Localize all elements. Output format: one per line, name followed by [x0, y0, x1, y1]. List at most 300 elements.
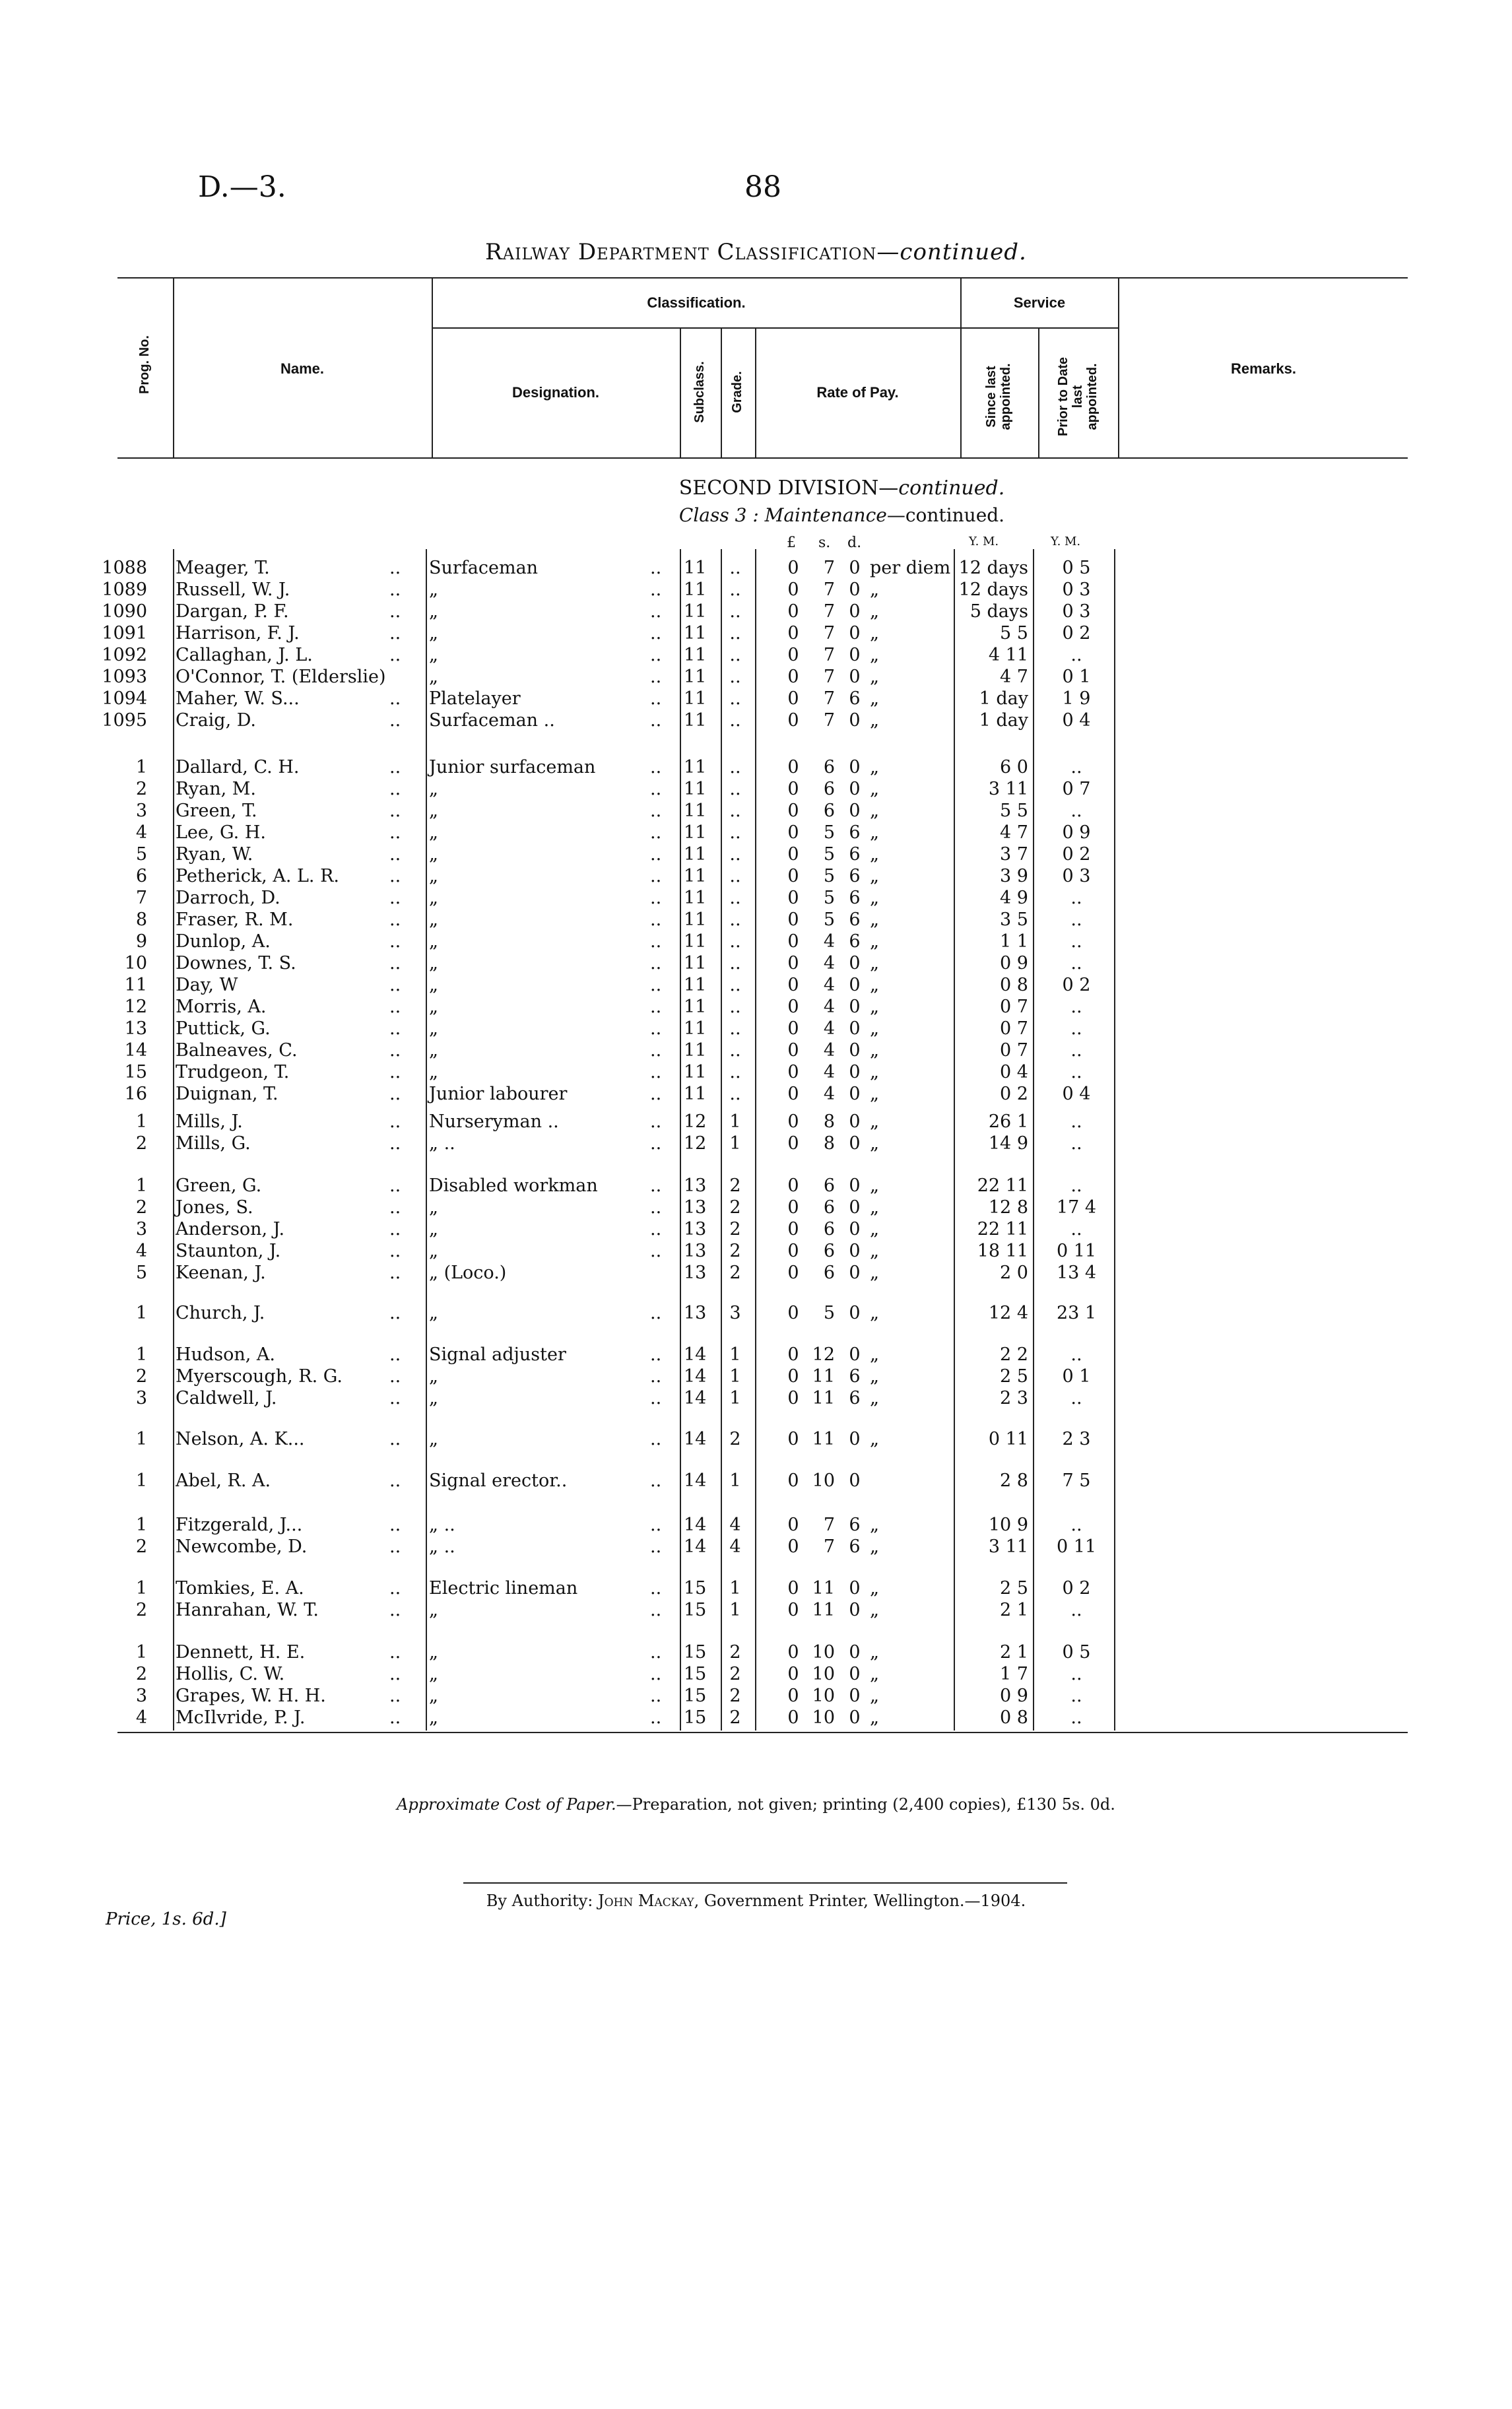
pay-period: „ [870, 888, 879, 908]
designation: „ [429, 931, 438, 952]
pay-pence: 6 [849, 1366, 861, 1387]
leader-dots: .. [389, 1642, 401, 1663]
service-since-appointed: 0 4 [1000, 1062, 1028, 1082]
pay-period: „ [870, 1536, 879, 1557]
prog-no: 1093 [102, 667, 147, 687]
pay-period: „ [870, 667, 879, 687]
leader-dots: .. [650, 1642, 662, 1663]
employee-name: Green, G. [176, 1175, 262, 1196]
pay-pounds: 0 [787, 931, 799, 952]
leader-dots: .. [389, 1303, 401, 1323]
leader-dots: .. [650, 822, 662, 843]
table-row [0, 1040, 1512, 1061]
leader-dots: .. [650, 844, 662, 865]
employee-name: Maher, W. S... [176, 688, 300, 709]
pay-shillings: 7 [823, 558, 835, 578]
pay-period: „ [870, 1600, 879, 1620]
col-rule-designation [680, 327, 681, 459]
prog-no: 9 [135, 931, 147, 952]
pay-pounds: 0 [787, 1707, 799, 1728]
pay-shillings: 10 [812, 1470, 835, 1491]
service-prior: .. [1070, 953, 1082, 974]
service-prior: .. [1070, 1018, 1082, 1039]
employee-name: Downes, T. S. [176, 953, 296, 974]
leader-dots: .. [389, 645, 401, 665]
class-name: Maintenance [764, 504, 887, 526]
header-grade: Grade. [730, 371, 744, 413]
authority-line [0, 1892, 1512, 1910]
pay-shillings: 5 [823, 844, 835, 865]
prog-no: 3 [135, 1388, 147, 1408]
service-since-appointed: 4 7 [1000, 822, 1028, 843]
grade: 2 [729, 1175, 741, 1196]
subclass: 11 [684, 822, 707, 843]
grade: 2 [729, 1219, 741, 1239]
employee-name: Dennett, H. E. [176, 1642, 306, 1663]
pay-pence: 0 [849, 1686, 861, 1706]
pay-pence: 0 [849, 1062, 861, 1082]
leader-dots: .. [389, 1344, 401, 1365]
service-prior: 0 1 [1062, 1366, 1091, 1387]
designation: „ [429, 1388, 438, 1408]
prog-no: 1 [135, 1578, 147, 1599]
pay-pence: 0 [849, 997, 861, 1017]
subclass: 11 [684, 866, 707, 886]
pay-period: „ [870, 844, 879, 865]
table-row [0, 1175, 1512, 1197]
grade: .. [729, 822, 741, 843]
table-row [0, 1387, 1512, 1409]
page-title [0, 239, 1512, 265]
pay-pounds: 0 [787, 1263, 799, 1283]
prog-no: 4 [135, 822, 147, 843]
service-prior: 0 11 [1056, 1536, 1097, 1557]
grade: 2 [729, 1197, 741, 1218]
pay-pounds: 0 [787, 1686, 799, 1706]
table-row [0, 800, 1512, 822]
document-reference: D.—3. [198, 170, 286, 204]
leader-dots: .. [650, 1536, 662, 1557]
pay-period: „ [870, 710, 879, 731]
prog-no: 1 [135, 1344, 147, 1365]
service-since-appointed: 0 7 [1000, 997, 1028, 1017]
service-prior: 0 9 [1062, 822, 1091, 843]
subclass: 13 [684, 1219, 707, 1239]
service-since-appointed: 3 9 [1000, 866, 1028, 886]
service-prior: 2 3 [1062, 1429, 1091, 1449]
pay-pence: 0 [849, 1600, 861, 1620]
pay-pounds: 0 [787, 1642, 799, 1663]
leader-dots: .. [389, 801, 401, 821]
leader-dots: .. [650, 975, 662, 995]
pay-shillings: 4 [823, 1040, 835, 1061]
pay-pence: 0 [849, 1175, 861, 1196]
leader-dots: .. [650, 1303, 662, 1323]
pay-pence: 0 [849, 645, 861, 665]
pay-pence: 6 [849, 866, 861, 886]
table-row [0, 1344, 1512, 1366]
prog-no: 5 [135, 1263, 147, 1283]
subclass: 11 [684, 645, 707, 665]
prog-no: 1089 [102, 579, 147, 600]
pay-pounds: 0 [787, 1197, 799, 1218]
employee-name: Puttick, G. [176, 1018, 271, 1039]
leader-dots: .. [389, 1707, 401, 1728]
pay-pence: 0 [849, 1664, 861, 1684]
subclass: 15 [684, 1686, 707, 1706]
grade: 2 [729, 1263, 741, 1283]
prog-no: 2 [135, 1366, 147, 1387]
grade: .. [729, 844, 741, 865]
designation: Nurseryman .. [429, 1111, 559, 1132]
designation: „ [429, 623, 438, 644]
leader-dots: .. [650, 645, 662, 665]
leader-dots: .. [650, 888, 662, 908]
leader-dots: .. [389, 688, 401, 709]
service-prior: .. [1070, 1707, 1082, 1728]
leader-dots: .. [650, 1664, 662, 1684]
designation: „ [429, 645, 438, 665]
pay-shillings: 7 [823, 645, 835, 665]
pay-period: „ [870, 1707, 879, 1728]
leader-dots: .. [389, 1536, 401, 1557]
header-remarks: Remarks. [1230, 360, 1297, 377]
pay-pounds: 0 [787, 1600, 799, 1620]
grade: .. [729, 601, 741, 622]
service-since-appointed: 0 9 [1000, 1686, 1028, 1706]
leader-dots: .. [389, 1040, 401, 1061]
pay-pence: 0 [849, 801, 861, 821]
pay-pence: 6 [849, 909, 861, 930]
service-prior: 0 4 [1062, 710, 1091, 731]
grade: 4 [729, 1515, 741, 1535]
leader-dots: .. [389, 997, 401, 1017]
grade: 2 [729, 1664, 741, 1684]
authority-rule [463, 1882, 1067, 1884]
pay-shillings: 11 [812, 1578, 835, 1599]
grade: .. [729, 779, 741, 799]
employee-name: Day, W [176, 975, 238, 995]
pay-pence: 6 [849, 1515, 861, 1535]
table-row [0, 1663, 1512, 1685]
pay-pence: 0 [849, 1018, 861, 1039]
employee-name: Nelson, A. K... [176, 1429, 305, 1449]
pay-shillings: 5 [823, 909, 835, 930]
employee-name: Callaghan, J. L. [176, 645, 313, 665]
pay-shillings: 10 [812, 1707, 835, 1728]
pay-pounds: 0 [787, 667, 799, 687]
employee-name: Newcombe, D. [176, 1536, 308, 1557]
subclass: 12 [684, 1133, 707, 1154]
pay-pounds: 0 [787, 1175, 799, 1196]
pay-shillings: 12 [812, 1344, 835, 1365]
grade: 3 [729, 1303, 741, 1323]
subclass: 11 [684, 1018, 707, 1039]
authority-suffix: Government Printer, Wellington.—1904. [699, 1892, 1026, 1910]
class-continued: —continued. [886, 504, 1005, 526]
leader-dots: .. [389, 623, 401, 644]
pay-pounds: 0 [787, 997, 799, 1017]
pay-period: „ [870, 579, 879, 600]
prog-no: 14 [124, 1040, 147, 1061]
prog-no: 8 [135, 909, 147, 930]
pay-shillings: 10 [812, 1642, 835, 1663]
unit-shillings: s. [818, 535, 831, 551]
header-service: Service [1013, 294, 1066, 311]
subclass: 15 [684, 1707, 707, 1728]
table-row [0, 1514, 1512, 1536]
subclass: 11 [684, 975, 707, 995]
pay-pence: 6 [849, 1388, 861, 1408]
designation: „ [429, 667, 438, 687]
service-since-appointed: 2 8 [1000, 1470, 1028, 1491]
service-prior: .. [1070, 801, 1082, 821]
header-name: Name. [280, 360, 325, 377]
pay-pounds: 0 [787, 1133, 799, 1154]
table-bottom-rule [117, 1732, 1408, 1733]
leader-dots: .. [389, 1219, 401, 1239]
pay-pence: 0 [849, 1578, 861, 1599]
designation: „ (Loco.) [429, 1263, 507, 1283]
grade: .. [729, 710, 741, 731]
service-prior: .. [1070, 1175, 1082, 1196]
leader-dots: .. [389, 953, 401, 974]
table-row [0, 952, 1512, 974]
subclass: 13 [684, 1303, 707, 1323]
designation: „ [429, 1429, 438, 1449]
employee-name: Petherick, A. L. R. [176, 866, 340, 886]
grade: .. [729, 975, 741, 995]
pay-pounds: 0 [787, 975, 799, 995]
leader-dots: .. [650, 1470, 662, 1491]
employee-name: Abel, R. A. [176, 1470, 271, 1491]
grade: 1 [729, 1578, 741, 1599]
subclass: 15 [684, 1600, 707, 1620]
grade: 1 [729, 1470, 741, 1491]
designation: „ [429, 953, 438, 974]
leader-dots: .. [389, 909, 401, 930]
grade: 4 [729, 1536, 741, 1557]
pay-period: „ [870, 1515, 879, 1535]
service-prior: .. [1070, 997, 1082, 1017]
designation: „ [429, 1018, 438, 1039]
service-prior: 13 4 [1056, 1263, 1097, 1283]
employee-name: Harrison, F. J. [176, 623, 300, 644]
pay-shillings: 4 [823, 953, 835, 974]
service-prior: 1 9 [1062, 688, 1091, 709]
service-since-appointed: 3 11 [988, 779, 1028, 799]
pay-pence: 0 [849, 1133, 861, 1154]
pay-period: „ [870, 801, 879, 821]
prog-no: 10 [124, 953, 147, 974]
pay-shillings: 5 [823, 866, 835, 886]
header-prog-no: Prog. No. [137, 335, 152, 394]
table-row [0, 1536, 1512, 1558]
pay-pence: 0 [849, 757, 861, 777]
pay-pounds: 0 [787, 623, 799, 644]
service-since-appointed: 2 0 [1000, 1263, 1028, 1283]
pay-shillings: 7 [823, 667, 835, 687]
pay-pounds: 0 [787, 1219, 799, 1239]
employee-name: Lee, G. H. [176, 822, 266, 843]
designation: Platelayer [429, 688, 521, 709]
pay-pounds: 0 [787, 558, 799, 578]
leader-dots: .. [650, 1515, 662, 1535]
division-name: SECOND DIVISION— [678, 477, 899, 500]
pay-pounds: 0 [787, 1018, 799, 1039]
pay-pence: 0 [849, 1111, 861, 1132]
leader-dots: .. [389, 931, 401, 952]
service-since-appointed: 12 8 [988, 1197, 1028, 1218]
pay-period: „ [870, 1241, 879, 1261]
service-since-appointed: 2 5 [1000, 1578, 1028, 1599]
prog-no: 3 [135, 1219, 147, 1239]
pay-pence: 0 [849, 779, 861, 799]
cost-label: Approximate Cost of Paper. [397, 1795, 616, 1814]
pay-pounds: 0 [787, 1111, 799, 1132]
table-row [0, 1262, 1512, 1284]
designation: Surfaceman .. [429, 710, 555, 731]
grade: 1 [729, 1133, 741, 1154]
subclass: 11 [684, 953, 707, 974]
service-prior: 0 5 [1062, 1642, 1091, 1663]
subclass: 11 [684, 844, 707, 865]
service-since-appointed: 22 11 [977, 1175, 1028, 1196]
pay-period: „ [870, 822, 879, 843]
grade: 1 [729, 1600, 741, 1620]
pay-shillings: 11 [812, 1429, 835, 1449]
prog-no: 1091 [102, 623, 147, 644]
leader-dots: .. [650, 779, 662, 799]
pay-pounds: 0 [787, 888, 799, 908]
leader-dots: .. [389, 710, 401, 731]
service-since-appointed: 18 11 [977, 1241, 1028, 1261]
pay-pounds: 0 [787, 688, 799, 709]
service-since-appointed: 0 7 [1000, 1040, 1028, 1061]
pay-shillings: 6 [823, 1219, 835, 1239]
subclass: 11 [684, 667, 707, 687]
pay-shillings: 7 [823, 1536, 835, 1557]
designation: „ [429, 1600, 438, 1620]
subheader-rule [432, 327, 1118, 329]
cost-note [0, 1795, 1512, 1814]
pay-pence: 0 [849, 1707, 861, 1728]
designation: „ [429, 1642, 438, 1663]
table-header-bottom-rule [117, 457, 1408, 459]
table-row [0, 622, 1512, 644]
pay-pence: 6 [849, 688, 861, 709]
subclass: 11 [684, 623, 707, 644]
service-since-appointed: 4 9 [1000, 888, 1028, 908]
pay-shillings: 11 [812, 1388, 835, 1408]
pay-pence: 6 [849, 822, 861, 843]
employee-name: Duignan, T. [176, 1084, 279, 1104]
subclass: 14 [684, 1388, 707, 1408]
grade: .. [729, 801, 741, 821]
leader-dots: .. [650, 623, 662, 644]
employee-name: Mills, J. [176, 1111, 243, 1132]
service-since-appointed: 12 days [958, 558, 1028, 578]
leader-dots: .. [389, 558, 401, 578]
unit-prior: Y. M. [1051, 535, 1081, 548]
leader-dots: .. [650, 1366, 662, 1387]
pay-pence: 0 [849, 1197, 861, 1218]
leader-dots: .. [650, 1578, 662, 1599]
service-prior: 0 3 [1062, 579, 1091, 600]
pay-pence: 0 [849, 1344, 861, 1365]
prog-no: 5 [135, 844, 147, 865]
pay-pounds: 0 [787, 866, 799, 886]
table-row [0, 1470, 1512, 1492]
table-row [0, 557, 1512, 579]
service-prior: 0 2 [1062, 975, 1091, 995]
prog-no: 1 [135, 1175, 147, 1196]
grade: .. [729, 888, 741, 908]
employee-name: Hudson, A. [176, 1344, 275, 1365]
pay-period: „ [870, 623, 879, 644]
service-prior: 0 1 [1062, 667, 1091, 687]
pay-pounds: 0 [787, 1578, 799, 1599]
pay-pounds: 0 [787, 601, 799, 622]
pay-pence: 6 [849, 931, 861, 952]
employee-name: Craig, D. [176, 710, 257, 731]
employee-name: Staunton, J. [176, 1241, 281, 1261]
table-row [0, 644, 1512, 666]
subclass: 15 [684, 1664, 707, 1684]
table-row [0, 1061, 1512, 1083]
employee-name: Hollis, C. W. [176, 1664, 285, 1684]
pay-pence: 0 [849, 710, 861, 731]
service-prior: 0 3 [1062, 866, 1091, 886]
service-prior: .. [1070, 757, 1082, 777]
pay-shillings: 6 [823, 1175, 835, 1196]
pay-pounds: 0 [787, 909, 799, 930]
employee-name: Myerscough, R. G. [176, 1366, 343, 1387]
col-rule-subclass [721, 327, 722, 459]
designation: „ [429, 601, 438, 622]
pay-pounds: 0 [787, 1429, 799, 1449]
pay-period: „ [870, 1133, 879, 1154]
table-row [0, 996, 1512, 1018]
pay-shillings: 7 [823, 1515, 835, 1535]
prog-no: 2 [135, 1197, 147, 1218]
leader-dots: .. [389, 1197, 401, 1218]
pay-pence: 0 [849, 953, 861, 974]
service-since-appointed: 3 7 [1000, 844, 1028, 865]
grade: 2 [729, 1241, 741, 1261]
table-row [0, 1577, 1512, 1599]
pay-pence: 0 [849, 1470, 861, 1491]
prog-no: 1 [135, 1642, 147, 1663]
service-since-appointed: 1 day [979, 688, 1028, 709]
printer-name: John Mackay, [598, 1892, 700, 1910]
leader-dots: .. [389, 579, 401, 600]
subclass: 11 [684, 688, 707, 709]
prog-no: 1 [135, 1515, 147, 1535]
subclass: 11 [684, 757, 707, 777]
designation: „ [429, 1303, 438, 1323]
prog-no: 2 [135, 1600, 147, 1620]
pay-shillings: 6 [823, 779, 835, 799]
service-since-appointed: 4 7 [1000, 667, 1028, 687]
table-row [0, 931, 1512, 952]
pay-period: „ [870, 953, 879, 974]
pay-period: „ [870, 1084, 879, 1104]
prog-no: 4 [135, 1707, 147, 1728]
leader-dots: .. [389, 822, 401, 843]
designation: Disabled workman [429, 1175, 598, 1196]
pay-pence: 6 [849, 888, 861, 908]
